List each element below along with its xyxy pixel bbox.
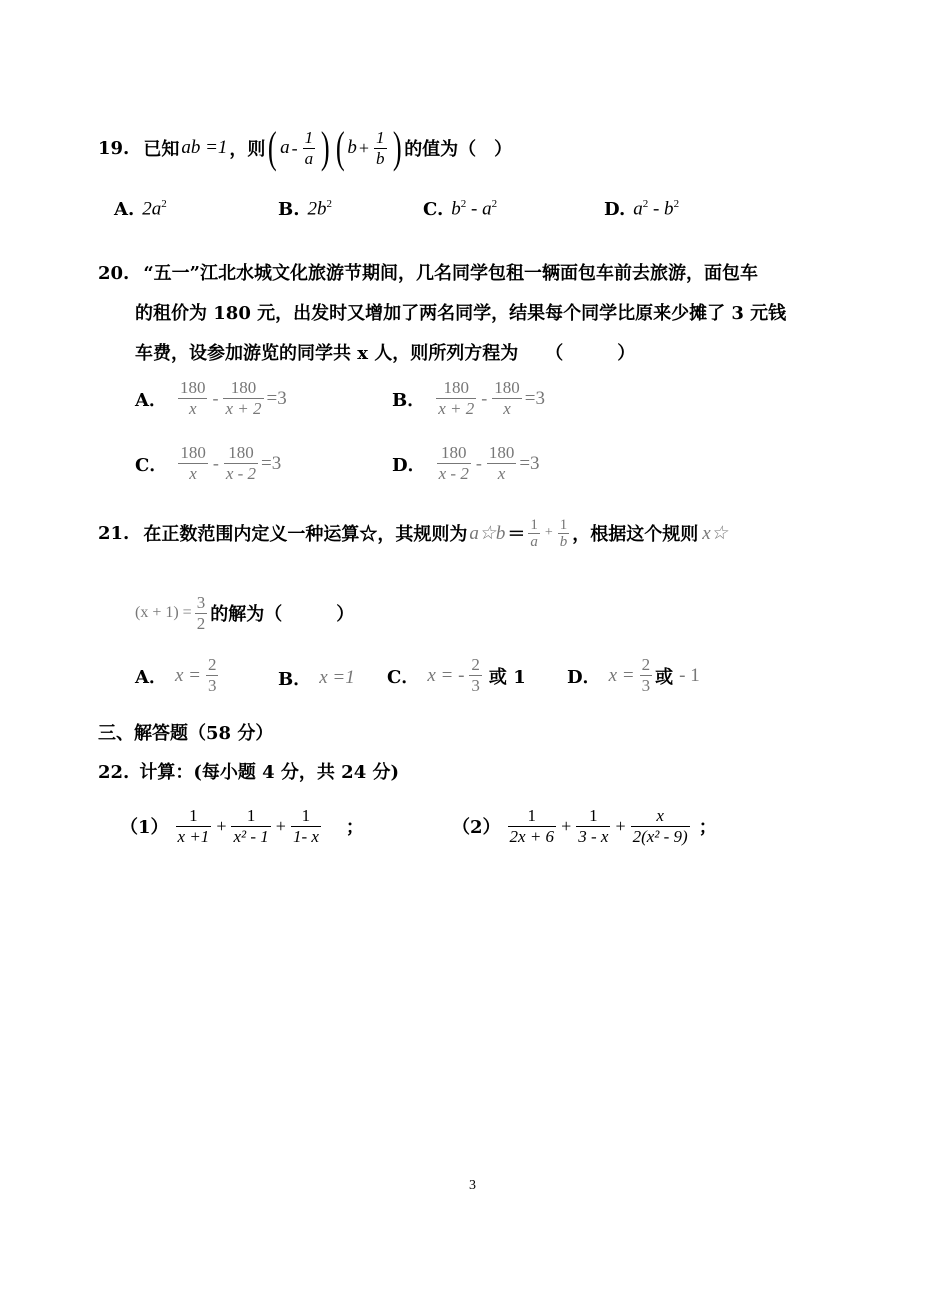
option-expression: $b^2 - a^2$ [451,198,498,220]
question-21-line-2: (x + 1) = $\frac{3}{2}$ 的解为（ ） [135,592,355,633]
question-number: 21. [98,522,130,544]
question-number: 20. [98,263,130,284]
option-label: D． [567,666,601,688]
option-expression: $a^2 - b^2$ [633,198,680,220]
question-21-line-1: 21. 在正数范围内定义一种运算☆，其规则为 a☆b ＝ $\frac{1}{a}$ + $\frac{1}{b}$ ，根据这个规则 x☆ [98,516,728,550]
question-text: 已知 [143,139,180,160]
rule-lhs: a☆b [469,522,506,544]
option-label: B. [278,198,300,220]
question-number: 19. [98,137,130,159]
q21-option-a[interactable]: A． x = $\frac{2}{3}$ [135,655,217,695]
question-text: ，则 [229,139,266,160]
option-label: C． [387,666,420,688]
q19-option-d[interactable] [604,198,679,220]
q21-option-c[interactable]: C． x = - $\frac{2}{3}$ 或 1 [387,655,526,695]
q19-option-c[interactable] [423,198,497,220]
option-label: B． [392,389,426,411]
option-label: A． [135,389,167,411]
option-label: D. [604,198,626,220]
option-label: B． [278,669,312,690]
equation-lhs: (x + 1) = [135,604,192,621]
q22-part-1: （1） $\frac{1}{x +1}$ + $\frac{1}{\text{x² - 1}}$ + $\frac{1}{1- x}$ ； [120,805,364,846]
page-number: 3 [469,1178,476,1193]
option-label: C． [135,454,168,476]
option-label: C. [423,198,444,220]
q19-option-a[interactable] [114,198,167,220]
q20-option-d[interactable]: D． $\frac{180}{x - 2}$ - $\frac{180}{x}$ =3 [392,443,540,483]
q19-option-b[interactable] [278,198,332,220]
question-20-line-3: 车费，设参加游览的同学共 x 人，则所列方程为 （ ） [135,343,636,364]
question-text: 的值为（ ） [404,139,513,160]
option-label: A. [114,198,135,220]
question-22-title: 22. 计算：(每小题 4 分，共 24 分) [98,762,399,783]
question-number: 22. [98,762,130,783]
product-expression: ( a - $\frac{1}{a}$ ) ( b + $\frac{1}{b}$ ) [268,123,402,172]
question-19 [98,108,512,188]
option-label: A． [135,666,167,688]
q20-option-c[interactable]: C． $\frac{180}{x}$ - $\frac{180}{x - 2}$ =3 [135,443,282,483]
q20-option-a[interactable]: A． $\frac{180}{x}$ - $\frac{180}{x + 2}$ =3 [135,378,287,418]
q20-option-b[interactable]: B． $\frac{180}{x + 2}$ - $\frac{180}{x}$ =3 [392,378,545,418]
given-expression: ab =1 [181,137,228,158]
q21-option-d[interactable]: D． x = $\frac{2}{3}$ 或 - 1 [567,655,700,695]
question-20-line-2: 的租价为 180 元，出发时又增加了两名同学，结果每个同学比原来少摊了 3 元钱 [135,303,787,324]
section-heading: 三、解答题（58 分） [98,723,274,744]
x-star: x☆ [702,522,728,544]
option-expression: $2b^2$ [307,198,332,220]
question-20-line-1: 20. “五一”江北水城文化旅游节期间，几名同学包租一辆面包车前去旅游，面包车 [98,263,759,284]
rule-rhs: $\frac{1}{a}$ + $\frac{1}{b}$ [530,516,568,550]
q22-part-2: （2） $\frac{1}{2x + 6}$ + $\frac{1}{3 - x}$ + $\frac{x}{\text{2(x² - 9)}}$ ； [452,805,717,846]
option-label: D． [392,454,426,476]
q21-option-b[interactable]: B． x =1 [278,667,355,690]
option-expression: $2a^2$ [142,198,167,220]
